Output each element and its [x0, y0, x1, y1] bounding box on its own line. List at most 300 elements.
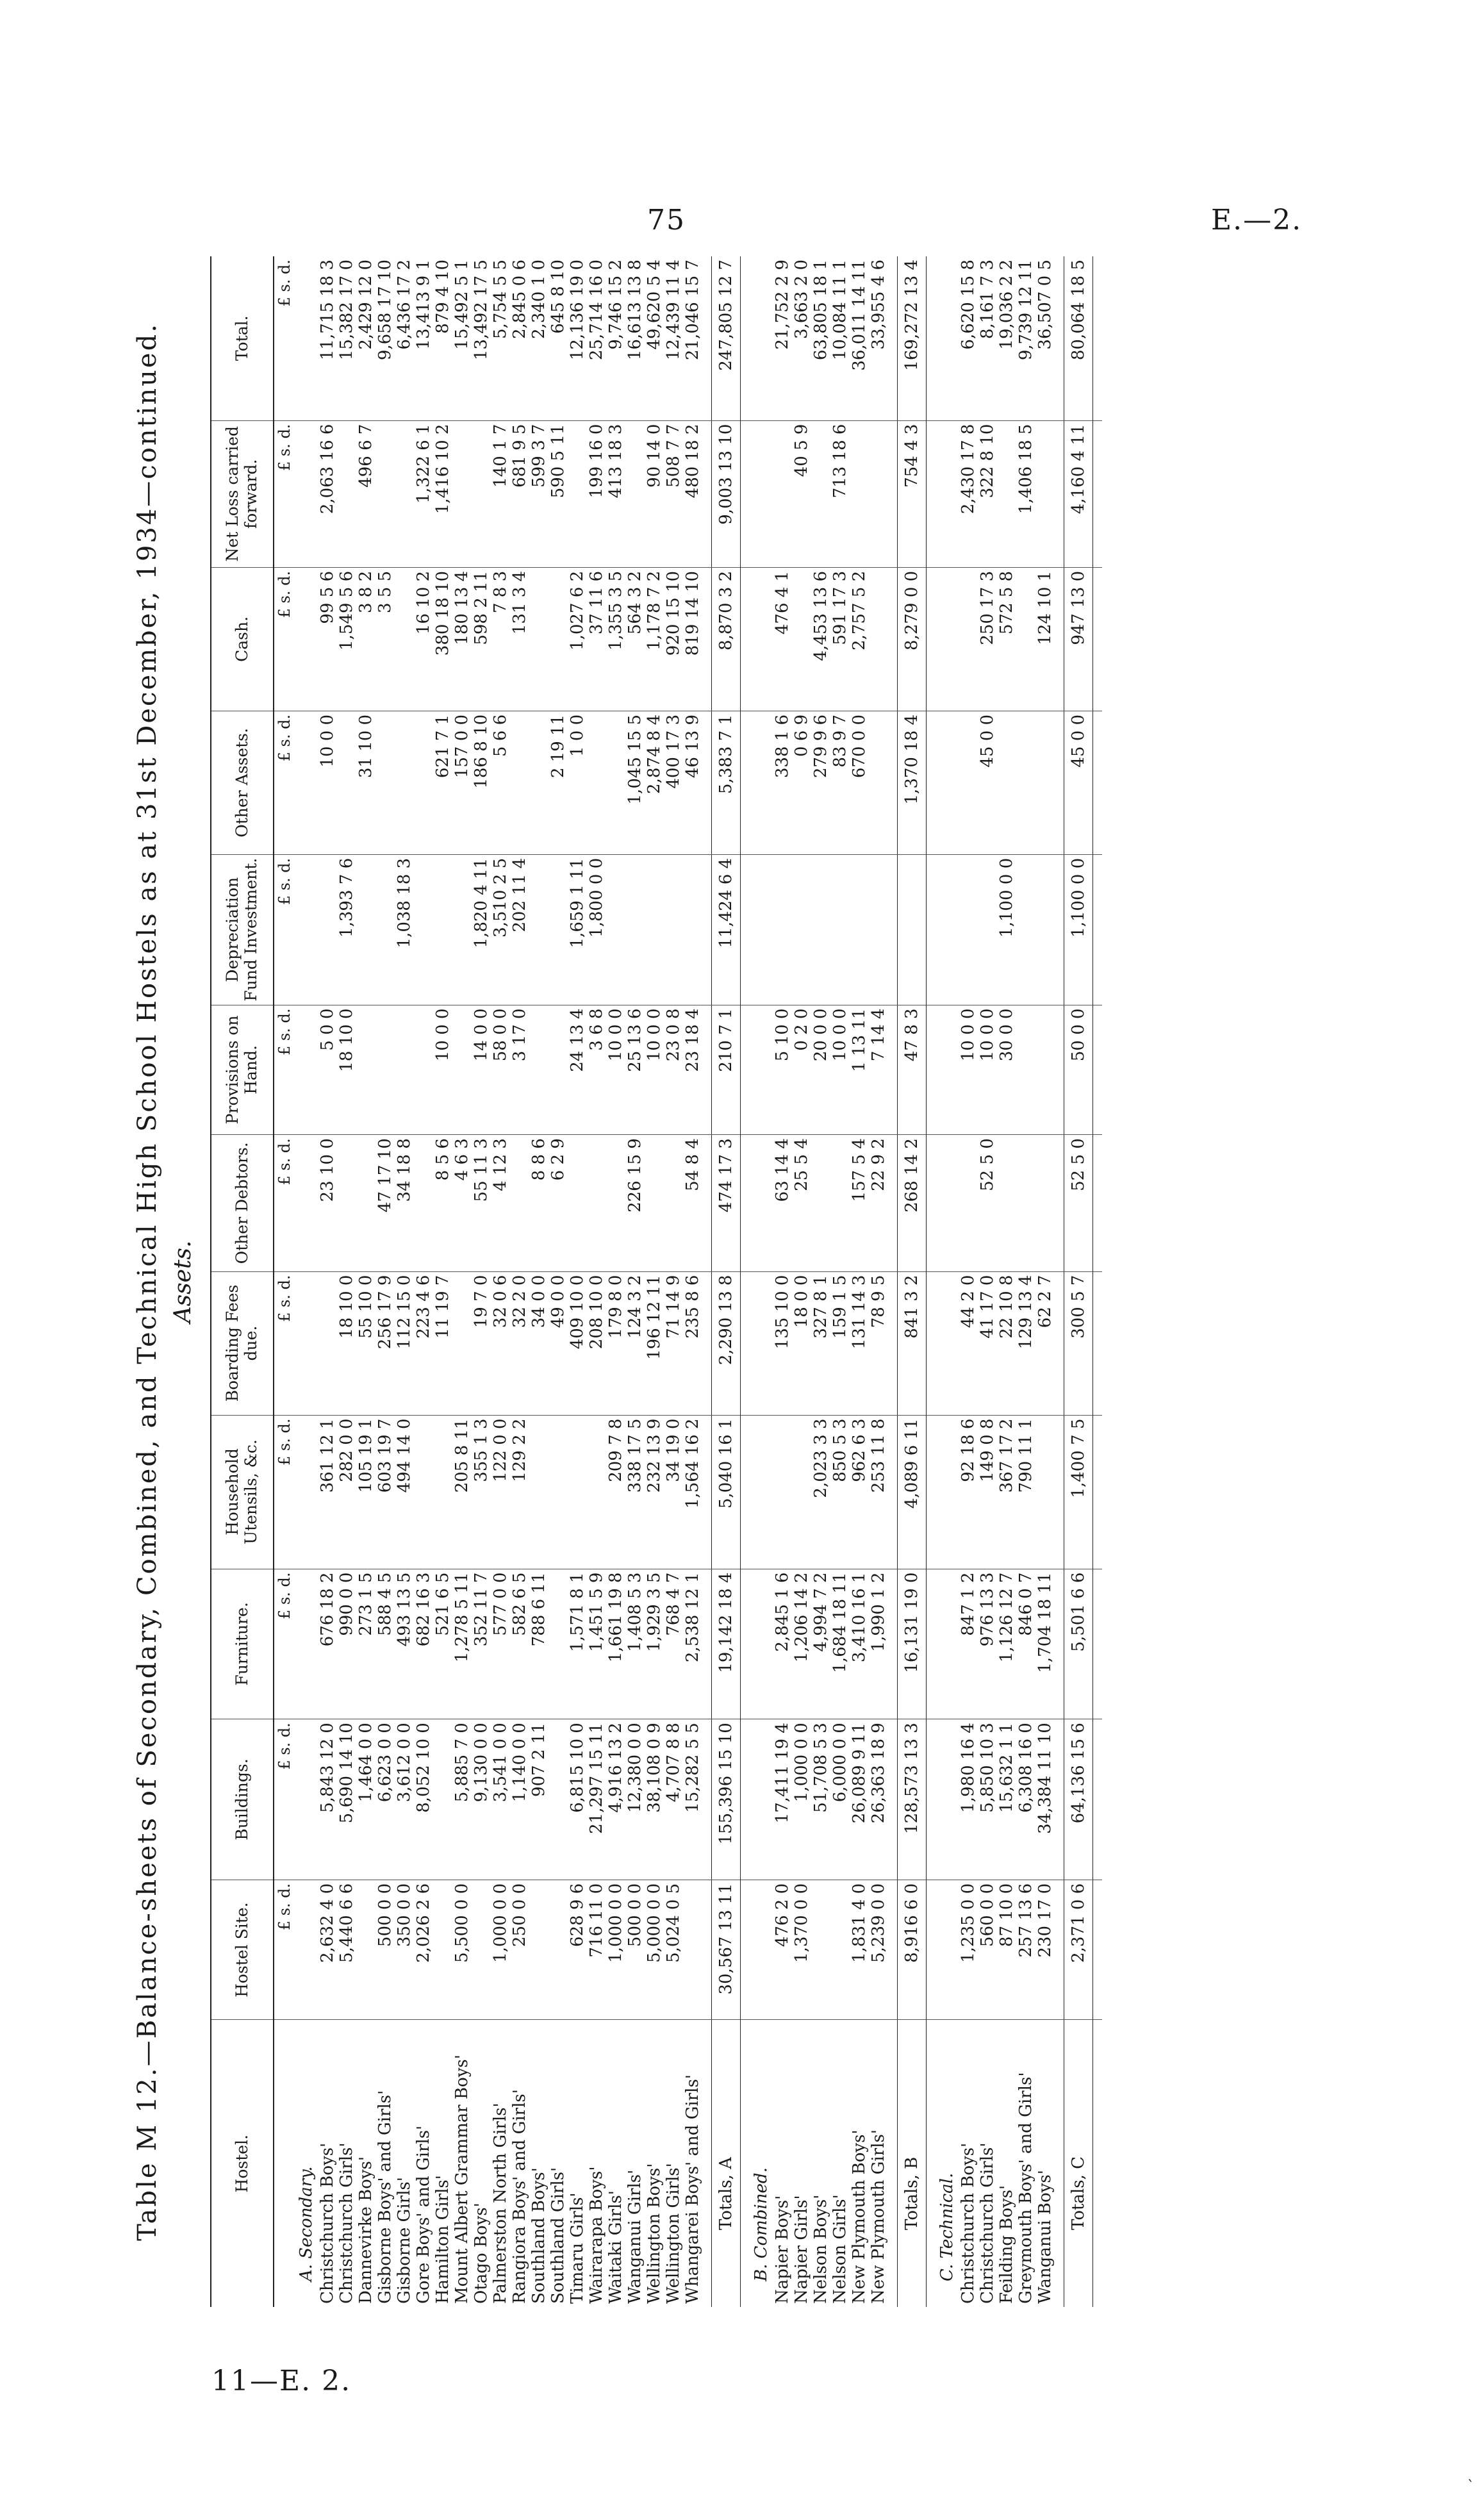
- empty-cell: [927, 1569, 936, 1719]
- amount-cell: 205 8 11: [452, 1415, 472, 1569]
- total-cell: 155,396 15 10: [712, 1719, 741, 1880]
- empty-cell: [927, 854, 936, 1005]
- amount-cell: 588 4 5: [375, 1569, 395, 1719]
- amount-cell: 2,063 16 6: [318, 420, 337, 567]
- amount-cell: 846 0 7: [1016, 1569, 1035, 1719]
- amount-cell: 1,661 19 8: [606, 1569, 625, 1719]
- amount-cell: 235 8 6: [683, 1271, 702, 1415]
- empty-cell: [888, 1271, 898, 1415]
- hostel-name: Feilding Boys': [997, 2185, 1016, 2304]
- amount-cell: 37 11 6: [587, 567, 606, 711]
- amount-cell: 21,752 2 9: [773, 256, 792, 420]
- amount-cell: [472, 1880, 491, 2020]
- amount-cell: 90 14 0: [645, 420, 664, 567]
- unit-cell: £ s. d.: [274, 420, 295, 567]
- empty-cell: [1093, 1005, 1103, 1135]
- amount-cell: [472, 420, 491, 567]
- amount-cell: 1,704 18 11: [1035, 1569, 1055, 1719]
- empty-cell: [295, 854, 318, 1005]
- amount-cell: 1,451 5 9: [587, 1569, 606, 1719]
- amount-cell: [997, 1135, 1016, 1271]
- amount-cell: 1,235 0 0: [959, 1880, 978, 2020]
- amount-cell: [433, 1880, 452, 2020]
- amount-cell: 10 0 0: [318, 711, 337, 854]
- table-row: [645, 256, 664, 2307]
- amount-cell: 4,916 13 2: [606, 1719, 625, 1880]
- amount-cell: [356, 1005, 375, 1135]
- amount-cell: 1,126 12 7: [997, 1569, 1016, 1719]
- amount-cell: 603 19 7: [375, 1415, 395, 1569]
- amount-cell: [375, 711, 395, 854]
- amount-cell: [356, 1135, 375, 1271]
- empty-cell: [1093, 1719, 1103, 1880]
- header-row: [211, 256, 274, 2307]
- amount-cell: 202 11 4: [510, 854, 529, 1005]
- table-row: [548, 256, 568, 2307]
- spacer-row: [1055, 256, 1064, 2307]
- total-cell: 4,089 6 11: [898, 1415, 927, 1569]
- total-cell: 5,040 16 1: [712, 1415, 741, 1569]
- table-row: [683, 256, 702, 2307]
- amount-cell: 1,178 7 2: [645, 567, 664, 711]
- table-row: [606, 256, 625, 2307]
- amount-cell: [959, 567, 978, 711]
- empty-cell: [741, 711, 750, 854]
- amount-cell: 19 7 0: [472, 1271, 491, 1415]
- amount-cell: 3,410 16 1: [850, 1569, 869, 1719]
- amount-cell: 962 6 3: [850, 1415, 869, 1569]
- amount-cell: 6,436 17 2: [395, 256, 414, 420]
- amount-cell: 5,500 0 0: [452, 1880, 472, 2020]
- amount-cell: 3 5 5: [375, 567, 395, 711]
- amount-cell: [997, 420, 1016, 567]
- total-cell: 64,136 15 6: [1064, 1719, 1093, 1880]
- empty-cell: [1055, 256, 1064, 420]
- empty-cell: [936, 854, 959, 1005]
- hostel-name: Gisborne Girls': [395, 2177, 414, 2304]
- spacer-row: [888, 256, 898, 2307]
- amount-cell: 58 0 0: [491, 1005, 510, 1135]
- amount-cell: 682 16 3: [414, 1569, 433, 1719]
- table-row: [529, 256, 548, 2307]
- total-row: [712, 256, 741, 2307]
- amount-cell: 26,363 18 9: [869, 1719, 888, 1880]
- empty-cell: [1055, 2020, 1064, 2307]
- column-header: Buildings.: [211, 1719, 274, 1880]
- table-row: [318, 256, 337, 2307]
- amount-cell: 3 8 2: [356, 567, 375, 711]
- amount-cell: 1,408 5 3: [625, 1569, 645, 1719]
- empty-cell: [702, 854, 712, 1005]
- amount-cell: [830, 1135, 850, 1271]
- amount-cell: [337, 711, 356, 854]
- amount-cell: 124 10 1: [1035, 567, 1055, 711]
- hostel-name: Napier Girls': [792, 2195, 811, 2304]
- empty-cell: [1055, 854, 1064, 1005]
- amount-cell: 990 0 0: [337, 1569, 356, 1719]
- empty-cell: [750, 1719, 773, 1880]
- hostel-name: Southland Boys': [529, 2167, 548, 2304]
- amount-cell: [792, 567, 811, 711]
- amount-cell: 6 2 9: [548, 1135, 568, 1271]
- amount-cell: [1035, 711, 1055, 854]
- amount-cell: 628 9 6: [568, 1880, 587, 2020]
- empty-cell: [927, 1005, 936, 1135]
- total-cell: 45 0 0: [1064, 711, 1093, 854]
- amount-cell: 790 11 1: [1016, 1415, 1035, 1569]
- empty-cell: [888, 256, 898, 420]
- empty-cell: [750, 256, 773, 420]
- total-cell: 300 5 7: [1064, 1271, 1093, 1415]
- amount-cell: 476 4 1: [773, 567, 792, 711]
- amount-cell: 1,000 0 0: [606, 1880, 625, 2020]
- empty-cell: [1055, 1005, 1064, 1135]
- amount-cell: [318, 1271, 337, 1415]
- empty-cell: [888, 1880, 898, 2020]
- amount-cell: 49 0 0: [548, 1271, 568, 1415]
- amount-cell: 15,492 5 1: [452, 256, 472, 420]
- total-cell: 8,279 0 0: [898, 567, 927, 711]
- amount-cell: 10 0 0: [606, 1005, 625, 1135]
- empty-cell: [888, 1569, 898, 1719]
- amount-cell: 3 6 8: [587, 1005, 606, 1135]
- empty-cell: [927, 420, 936, 567]
- amount-cell: 1,549 5 6: [337, 567, 356, 711]
- amount-cell: 716 11 0: [587, 1880, 606, 2020]
- amount-cell: 10 0 0: [978, 1005, 997, 1135]
- amount-cell: [529, 1415, 548, 1569]
- amount-cell: 494 14 0: [395, 1415, 414, 1569]
- group-heading: B. Combined.: [752, 2167, 771, 2281]
- total-cell: 5,383 7 1: [712, 711, 741, 854]
- amount-cell: 5,440 6 6: [337, 1880, 356, 2020]
- amount-cell: 493 13 5: [395, 1569, 414, 1719]
- unit-cell: £ s. d.: [274, 1135, 295, 1271]
- amount-cell: [830, 854, 850, 1005]
- amount-cell: [414, 1135, 433, 1271]
- amount-cell: [1035, 420, 1055, 567]
- hostel-name: Gisborne Boys' and Girls': [375, 2090, 395, 2304]
- unit-cell: £ s. d.: [274, 854, 295, 1005]
- table-row: [337, 256, 356, 2307]
- total-cell: 247,805 12 7: [712, 256, 741, 420]
- empty-cell: [1093, 567, 1103, 711]
- table-row: [414, 256, 433, 2307]
- empty-cell: [1055, 1135, 1064, 1271]
- amount-cell: [337, 420, 356, 567]
- table-row: [869, 256, 888, 2307]
- table-row: [773, 256, 792, 2307]
- total-cell: 11,424 6 4: [712, 854, 741, 1005]
- total-cell: 9,003 13 10: [712, 420, 741, 567]
- empty-cell: [702, 2020, 712, 2307]
- total-cell: 1,370 18 4: [898, 711, 927, 854]
- amount-cell: 15,282 5 5: [683, 1719, 702, 1880]
- total-cell: 169,272 13 4: [898, 256, 927, 420]
- empty-cell: [1093, 854, 1103, 1005]
- amount-cell: 26,089 9 11: [850, 1719, 869, 1880]
- amount-cell: 879 4 10: [433, 256, 452, 420]
- amount-cell: 11 19 7: [433, 1271, 452, 1415]
- amount-cell: 16,613 13 8: [625, 256, 645, 420]
- amount-cell: 46 13 9: [683, 711, 702, 854]
- amount-cell: 149 0 8: [978, 1415, 997, 1569]
- empty-cell: [295, 1005, 318, 1135]
- group-heading-row: [295, 256, 318, 2307]
- hostel-name: Rangiora Boys' and Girls': [510, 2089, 529, 2304]
- amount-cell: 223 4 6: [414, 1271, 433, 1415]
- amount-cell: [1035, 1005, 1055, 1135]
- total-cell: 4,160 4 11: [1064, 420, 1093, 567]
- amount-cell: [773, 1415, 792, 1569]
- amount-cell: 2,845 1 6: [773, 1569, 792, 1719]
- amount-cell: [664, 1135, 683, 1271]
- amount-cell: 338 1 6: [773, 711, 792, 854]
- amount-cell: 12,136 19 0: [568, 256, 587, 420]
- column-header: Cash.: [211, 567, 274, 711]
- hostel-name: Wellington Girls': [664, 2163, 683, 2304]
- amount-cell: [414, 854, 433, 1005]
- amount-cell: 87 10 0: [997, 1880, 1016, 2020]
- amount-cell: 0 6 9: [792, 711, 811, 854]
- empty-cell: [702, 1569, 712, 1719]
- amount-cell: 5 0 0: [318, 1005, 337, 1135]
- amount-cell: 400 17 3: [664, 711, 683, 854]
- amount-cell: 5,850 10 3: [978, 1719, 997, 1880]
- amount-cell: 572 5 8: [997, 567, 1016, 711]
- amount-cell: [773, 854, 792, 1005]
- hostel-name: Nelson Boys': [811, 2194, 830, 2304]
- empty-cell: [1055, 1415, 1064, 1569]
- amount-cell: [811, 420, 830, 567]
- amount-cell: [606, 1135, 625, 1271]
- amount-cell: [811, 1135, 830, 1271]
- empty-cell: [927, 2020, 936, 2307]
- amount-cell: 9,746 15 2: [606, 256, 625, 420]
- amount-cell: 5,239 0 0: [869, 1880, 888, 2020]
- empty-cell: [936, 420, 959, 567]
- empty-cell: [1093, 420, 1103, 567]
- amount-cell: [850, 854, 869, 1005]
- amount-cell: 920 15 10: [664, 567, 683, 711]
- hostel-name: Christchurch Girls': [337, 2142, 356, 2304]
- amount-cell: 1,831 4 0: [850, 1880, 869, 2020]
- rotated-table-block: [128, 256, 1294, 2307]
- amount-cell: 45 0 0: [978, 711, 997, 854]
- empty-cell: [702, 1719, 712, 1880]
- amount-cell: 92 18 6: [959, 1415, 978, 1569]
- amount-cell: 25 13 6: [625, 1005, 645, 1135]
- empty-cell: [295, 1880, 318, 2020]
- amount-cell: 1,990 1 2: [869, 1569, 888, 1719]
- amount-cell: 38,108 0 9: [645, 1719, 664, 1880]
- amount-cell: 135 10 0: [773, 1271, 792, 1415]
- total-cell: [898, 854, 927, 1005]
- amount-cell: 1,206 14 2: [792, 1569, 811, 1719]
- amount-cell: 122 0 0: [491, 1415, 510, 1569]
- amount-cell: 226 15 9: [625, 1135, 645, 1271]
- group-heading-row: [750, 256, 773, 2307]
- amount-cell: 1,393 7 6: [337, 854, 356, 1005]
- empty-cell: [936, 1135, 959, 1271]
- column-header: Other Debtors.: [211, 1135, 274, 1271]
- amount-cell: 5,000 0 0: [645, 1880, 664, 2020]
- amount-cell: 208 10 0: [587, 1271, 606, 1415]
- empty-cell: [741, 567, 750, 711]
- amount-cell: 2,429 12 0: [356, 256, 375, 420]
- amount-cell: [548, 1415, 568, 1569]
- amount-cell: 196 12 11: [645, 1271, 664, 1415]
- stray-mark: `: [1467, 2479, 1474, 2495]
- empty-cell: [888, 1005, 898, 1135]
- amount-cell: [625, 854, 645, 1005]
- amount-cell: 681 9 5: [510, 420, 529, 567]
- table-row: [978, 256, 997, 2307]
- amount-cell: [452, 1271, 472, 1415]
- amount-cell: 105 19 1: [356, 1415, 375, 1569]
- empty-cell: [936, 1005, 959, 1135]
- amount-cell: [830, 1880, 850, 2020]
- amount-cell: [683, 854, 702, 1005]
- column-header: Hostel.: [211, 2020, 274, 2307]
- unit-cell: £ s. d.: [274, 1880, 295, 2020]
- empty-cell: [741, 1569, 750, 1719]
- amount-cell: 10 0 0: [645, 1005, 664, 1135]
- amount-cell: [395, 711, 414, 854]
- table-row: [433, 256, 452, 2307]
- table-caption: Table M 12.—Balance-sheets of Secondary, Combined, and Technical High School Hostels as at 31st December, 1934—continued.: [133, 322, 162, 2241]
- empty-cell: [702, 1415, 712, 1569]
- amount-cell: [414, 1005, 433, 1135]
- amount-cell: 1,800 0 0: [587, 854, 606, 1005]
- amount-cell: [587, 1135, 606, 1271]
- amount-cell: 21,297 15 11: [587, 1719, 606, 1880]
- amount-cell: 2,023 3 3: [811, 1415, 830, 1569]
- amount-cell: 560 0 0: [978, 1880, 997, 2020]
- table-subcaption: Assets.: [170, 1240, 196, 1323]
- unit-cell: £ s. d.: [274, 1005, 295, 1135]
- total-cell: 80,064 18 5: [1064, 256, 1093, 420]
- amount-cell: 1 0 0: [568, 711, 587, 854]
- amount-cell: 582 6 5: [510, 1569, 529, 1719]
- amount-cell: 327 8 1: [811, 1271, 830, 1415]
- empty-cell: [295, 256, 318, 420]
- empty-cell: [927, 1415, 936, 1569]
- hostel-name: Napier Boys': [773, 2195, 792, 2304]
- empty-cell: [741, 1135, 750, 1271]
- empty-cell: [888, 567, 898, 711]
- amount-cell: [645, 1135, 664, 1271]
- empty-cell: [702, 256, 712, 420]
- empty-cell: [750, 854, 773, 1005]
- amount-cell: 186 8 10: [472, 711, 491, 854]
- amount-cell: [529, 711, 548, 854]
- amount-cell: [997, 711, 1016, 854]
- amount-cell: [568, 420, 587, 567]
- amount-cell: [773, 420, 792, 567]
- empty-cell: [295, 1271, 318, 1415]
- amount-cell: 273 1 5: [356, 1569, 375, 1719]
- amount-cell: [548, 1880, 568, 2020]
- empty-cell: [927, 256, 936, 420]
- amount-cell: 36,011 14 11: [850, 256, 869, 420]
- amount-cell: 496 6 7: [356, 420, 375, 567]
- amount-cell: 250 0 0: [510, 1880, 529, 2020]
- amount-cell: [529, 1880, 548, 2020]
- amount-cell: 12,439 11 4: [664, 256, 683, 420]
- table-row: [587, 256, 606, 2307]
- amount-cell: [1016, 854, 1035, 1005]
- empty-cell: [927, 711, 936, 854]
- spacer-row: [1093, 256, 1103, 2307]
- empty-cell: [1055, 420, 1064, 567]
- balance-sheet-table: [210, 256, 1102, 2307]
- empty-cell: [1093, 1415, 1103, 1569]
- hostel-name: Wanganui Boys': [1035, 2170, 1055, 2304]
- amount-cell: 4,994 7 2: [811, 1569, 830, 1719]
- hostel-name: Nelson Girls': [830, 2194, 850, 2304]
- amount-cell: 819 14 10: [683, 567, 702, 711]
- unit-cell: £ s. d.: [274, 567, 295, 711]
- total-cell: 754 4 3: [898, 420, 927, 567]
- amount-cell: 5,885 7 0: [452, 1719, 472, 1880]
- amount-cell: 3,510 2 5: [491, 854, 510, 1005]
- hostel-name: Waitaki Girls': [606, 2190, 625, 2304]
- hostel-name: New Plymouth Boys': [850, 2129, 869, 2304]
- amount-cell: [792, 1415, 811, 1569]
- amount-cell: 41 17 0: [978, 1271, 997, 1415]
- table-row: [792, 256, 811, 2307]
- amount-cell: [548, 567, 568, 711]
- amount-cell: 2,430 17 8: [959, 420, 978, 567]
- empty-cell: [936, 256, 959, 420]
- empty-cell: [936, 567, 959, 711]
- hostel-name: Greymouth Boys' and Girls': [1016, 2072, 1035, 2304]
- amount-cell: 8 5 6: [433, 1135, 452, 1271]
- amount-cell: [869, 711, 888, 854]
- amount-cell: 6,815 10 0: [568, 1719, 587, 1880]
- empty-cell: [1055, 1719, 1064, 1880]
- amount-cell: [1035, 1135, 1055, 1271]
- amount-cell: 47 17 10: [375, 1135, 395, 1271]
- empty-cell: [750, 1271, 773, 1415]
- amount-cell: 13,413 9 1: [414, 256, 433, 420]
- amount-cell: 577 0 0: [491, 1569, 510, 1719]
- amount-cell: 124 3 2: [625, 1271, 645, 1415]
- unit-cell: £ s. d.: [274, 1415, 295, 1569]
- amount-cell: 6,308 16 0: [1016, 1719, 1035, 1880]
- amount-cell: 9,130 0 0: [472, 1719, 491, 1880]
- amount-cell: [356, 1880, 375, 2020]
- total-cell: 47 8 3: [898, 1005, 927, 1135]
- amount-cell: [395, 420, 414, 567]
- amount-cell: 476 2 0: [773, 1880, 792, 2020]
- amount-cell: [568, 1415, 587, 1569]
- hostel-name: Christchurch Boys': [959, 2142, 978, 2304]
- empty-cell: [741, 1005, 750, 1135]
- amount-cell: 7 14 4: [869, 1005, 888, 1135]
- amount-cell: 17,411 19 4: [773, 1719, 792, 1880]
- amount-cell: 2,632 4 0: [318, 1880, 337, 2020]
- amount-cell: 232 13 9: [645, 1415, 664, 1569]
- empty-cell: [1093, 1271, 1103, 1415]
- amount-cell: 49,620 5 4: [645, 256, 664, 420]
- empty-cell: [936, 1569, 959, 1719]
- total-cell: 30,567 13 11: [712, 1880, 741, 2020]
- empty-cell: [927, 1135, 936, 1271]
- amount-cell: 112 15 0: [395, 1271, 414, 1415]
- empty-cell: [702, 1135, 712, 1271]
